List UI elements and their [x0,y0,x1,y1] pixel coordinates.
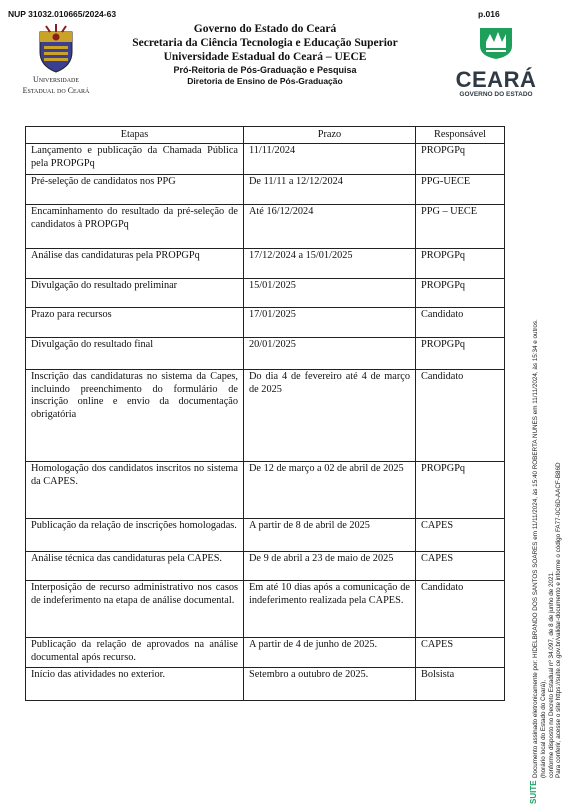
cell-responsavel: PPG – UECE [416,205,505,249]
cell-responsavel: PROPGPq [416,249,505,279]
cell-etapa: Encaminhamento do resultado da pré-seleção de candidatos à PROPGPq [26,205,244,249]
table-row [26,249,505,279]
cell-responsavel: CAPES [416,638,505,668]
ceara-emblem-icon [476,26,516,60]
cell-responsavel: Bolsista [416,668,505,701]
header-line-3: Universidade Estadual do Ceará – UECE [163,51,367,63]
header-line-4: Pró-Reitoria de Pós-Graduação e Pesquisa [173,65,357,75]
schedule-table [25,126,505,701]
cell-prazo: De 11/11 a 12/12/2024 [244,175,416,205]
cell-prazo: Até 16/12/2024 [244,205,416,249]
header-etapas: Etapas [26,127,244,144]
cell-responsavel: PROPGPq [416,338,505,370]
cell-etapa: Interposição de recurso administrativo nos casos de indeferimento na etapa de análise documental. [26,581,244,638]
table-row [26,668,505,701]
cell-prazo: 11/11/2024 [244,144,416,175]
cell-prazo: 17/01/2025 [244,308,416,338]
cell-etapa: Início das atividades no exterior. [26,668,244,701]
table-row [26,205,505,249]
cell-prazo: 17/12/2024 a 15/01/2025 [244,249,416,279]
cell-responsavel: CAPES [416,519,505,552]
cell-responsavel: Candidato [416,581,505,638]
cell-etapa: Pré-seleção de candidatos nos PPG [26,175,244,205]
signature-note-line-1: Documento assinado eletronicamente por: HIDELBRANDO DOS SANTOS SOARES em 11/11/2024, às 15:40 ROBERTA NUNES em 11/11/2024, às 15:34 e outros. (horário local do Estado do Ceará), [532,319,547,778]
table-header-row [26,127,505,144]
cell-etapa: Publicação da relação de inscrições homologadas. [26,519,244,552]
uece-logo [14,24,98,95]
cell-etapa: Divulgação do resultado final [26,338,244,370]
table-row [26,144,505,175]
table-row [26,552,505,581]
header-responsavel: Responsável [416,127,505,144]
table-row [26,338,505,370]
cell-responsavel: PPG-UECE [416,175,505,205]
cell-prazo: 20/01/2025 [244,338,416,370]
uece-name-line1: Universidade [32,75,80,84]
table-row [26,519,505,552]
table-row [26,581,505,638]
cell-responsavel: PROPGPq [416,279,505,308]
table-row [26,462,505,519]
cell-responsavel: Candidato [416,308,505,338]
gov-logo-subtitle: GOVERNO DO ESTADO [459,91,533,98]
cell-etapa: Análise das candidaturas pela PROPGPq [26,249,244,279]
cell-etapa: Análise técnica das candidaturas pela CAPES. [26,552,244,581]
signature-validation-note [532,308,563,778]
signature-note-line-2: conforme disposto no Decreto Estadual nº 34.097, de 8 de junho de 2021. [547,571,555,778]
table-row [26,638,505,668]
cell-responsavel: PROPGPq [416,462,505,519]
cell-etapa: Inscrição das candidaturas no sistema da Capes, incluindo preenchimento do formulário de inscrição online e envio da documentação obrigatória [26,370,244,462]
page-number: p.016 [478,9,500,19]
uece-crest-icon [34,24,78,74]
table-row [26,175,505,205]
gov-logo-word: CEARÁ [455,67,537,92]
cell-prazo: 15/01/2025 [244,279,416,308]
cell-etapa: Divulgação do resultado preliminar [26,279,244,308]
cell-etapa: Prazo para recursos [26,308,244,338]
nup-number: NUP 31032.010665/2024-63 [8,9,117,19]
governo-ceara-logo [448,26,544,99]
cell-prazo: A partir de 4 de junho de 2025. [244,638,416,668]
header-line-2: Secretaria da Ciência Tecnologia e Educação Superior [132,37,398,49]
header-prazo: Prazo [244,127,416,144]
signature-note-line-3: Para conferir, acesse o site https://suite.ce.gov.br/validar-documento e informe o código FA77-0C6D-AACF-B86D [555,462,563,778]
uece-name-line2: Estadual do Ceará [22,85,90,95]
cell-prazo: A partir de 8 de abril de 2025 [244,519,416,552]
header-line-1: Governo do Estado do Ceará [193,23,337,35]
cell-responsavel: PROPGPq [416,144,505,175]
cell-prazo: Do dia 4 de fevereiro até 4 de março de 2025 [244,370,416,462]
suite-mark: SUITE [529,780,538,804]
cell-etapa: Publicação da relação de aprovados na análise documental após recurso. [26,638,244,668]
document-header [100,22,430,87]
cell-responsavel: CAPES [416,552,505,581]
cell-etapa: Homologação dos candidatos inscritos no sistema da CAPES. [26,462,244,519]
cell-prazo: Em até 10 dias após a comunicação de indeferimento realizada pela CAPES. [244,581,416,638]
table-row [26,279,505,308]
table-row [26,370,505,462]
cell-prazo: De 12 de março a 02 de abril de 2025 [244,462,416,519]
cell-responsavel: Candidato [416,370,505,462]
cell-prazo: Setembro a outubro de 2025. [244,668,416,701]
cell-prazo: De 9 de abril a 23 de maio de 2025 [244,552,416,581]
header-line-5: Diretoria de Ensino de Pós-Graduação [187,76,343,86]
cell-etapa: Lançamento e publicação da Chamada Pública pela PROPGPq [26,144,244,175]
table-row [26,308,505,338]
